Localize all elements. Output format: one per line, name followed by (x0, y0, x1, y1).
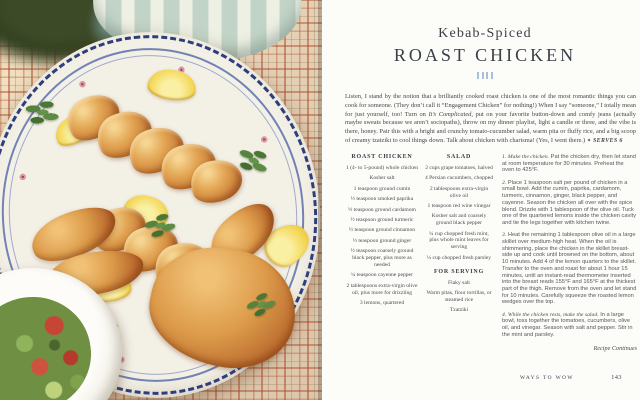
ingredient-item: ½ teaspoon ground cardamom (348, 206, 416, 213)
intro-text: , put on your favorite button-down and comfy jeans (actually maybe sweats because we aren’t sociopaths), throw on my dinner playlist, light a candle or three, and the vibe is there, honey. Pair this with a bright and crunchy tomato-cucumber salad, warm pita or fluffy rice, and a big scoop of creamy tzatziki to cool things down. Talk about chicken with charisma! (Yes, I went there.) (345, 110, 637, 145)
ingredients-chicken-header: ROAST CHICKEN (351, 154, 413, 160)
ingredient-item: ¼ cup chopped fresh mint, plus whole mint leaves for serving (429, 230, 489, 251)
step-text: Heat the remaining 1 tablespoon olive oil in a large skillet over medium-high heat. When the oil is shimmering, place the chicken in the skillet breast-side up and cook until browned on the bottom, about 10 minutes. Add 4 of the lemon quarters to the skillet. Transfer to the oven and roast for about 1 hour 15 minutes, until an instant-read thermometer inserted into the breast reads 155°F and 165°F at the thickest part of the thigh. Remove from the oven and let stand for 10 minutes. Carefully squeeze the roasted lemon wedges over the top. (502, 232, 637, 306)
intro-text: Listen, I stand by the notion that a brilliantly cooked roast chicken is one of the most romantic things you can cook for someone. (They don’t call it “Engagement Chicken” for nothing!) When I say “someone,” I totally mean for just yourself, too! Turn on (345, 93, 636, 118)
ingredient-item: 2 cups grape tomatoes, halved (425, 165, 493, 171)
ingredients-salad-column (424, 154, 494, 318)
serves-diamond-icon: ✦ (586, 138, 592, 145)
for-serving-header: FOR SERVING (433, 268, 485, 275)
page-footer (520, 374, 622, 381)
chapter-name: WAYS TO WOW (520, 375, 574, 381)
ingredient-item: 2 tablespoons extra-virgin olive oil, plus more for drizzling (346, 282, 418, 296)
page-number: 143 (611, 374, 622, 381)
ingredient-item: Kosher salt and coarsely ground black pepper (431, 213, 487, 227)
step-lead: While the chicken rests, make the salad. (507, 311, 599, 318)
ingredient-item: Kosher salt (369, 175, 395, 182)
recipe-page (322, 0, 640, 400)
recipe-columns (345, 154, 637, 352)
instruction-step (502, 312, 637, 339)
recipe-title (340, 26, 630, 66)
tomato-cucumber-salad (0, 290, 99, 400)
step-text: Place 1 teaspoon salt per pound of chicken in a small bowl. Add the cumin, paprika, cardamom, turmeric, cinnamon, ginger, black pepper, and cayenne. Season the chicken all over with the spice blend. Drizzle with 1 tablespoon of the olive oil. Tuck one of the quartered lemons inside the chicken cavity and tie the legs together with kitchen twine. (502, 179, 637, 226)
step-text: In a large bowl, toss together the tomatoes, cucumbers, olive oil, and vinegar. Season with salt and pepper. Stir in the mint and parsley. (502, 311, 633, 338)
ingredient-item: ¼ cup chopped fresh parsley (426, 254, 492, 261)
instruction-step (502, 154, 637, 174)
recipe-title-line2: ROAST CHICKEN (393, 45, 577, 65)
ingredient-item: Flaky salt (448, 279, 470, 286)
instruction-step (502, 232, 637, 306)
step-lead: Make the chicken. (507, 154, 550, 160)
mint-sprig (22, 98, 62, 128)
ingredient-item: ½ teaspoon coarsely ground black pepper, plus more as needed (350, 248, 414, 268)
ingredient-item: 2 tablespoons extra-virgin olive oil (429, 185, 489, 199)
recipe-title-line1: Kebab-Spiced (438, 26, 532, 41)
ingredients-chicken-column (345, 154, 419, 310)
title-ornament-bars-icon (340, 72, 630, 79)
intro-italic-text: It’s Complicated (428, 110, 472, 118)
ingredient-item: 1 (4- to 5-pound) whole chicken (345, 165, 419, 171)
ingredient-item: ¼ teaspoon cayenne pepper (351, 272, 413, 279)
ingredient-item: 1 teaspoon red wine vinegar (427, 203, 491, 210)
ingredient-item: ½ teaspoon smoked paprika (350, 196, 414, 203)
step-number: 2. (502, 179, 507, 186)
ingredient-item: 3 lemons, quartered (359, 299, 405, 306)
ingredient-item: ½ teaspoon ground cinnamon (348, 227, 416, 234)
instruction-step (502, 180, 637, 227)
ingredient-item: Tzatziki (449, 307, 469, 314)
ingredient-item: ½ teaspoon ground ginger (352, 237, 412, 244)
recipe-intro (345, 93, 636, 146)
ingredient-item: ½ teaspoon ground turmeric (350, 217, 414, 224)
instructions-column (502, 154, 637, 352)
ingredients-salad-header: SALAD (446, 154, 472, 160)
recipe-continues-label: Recipe Continues (593, 345, 637, 353)
ingredient-item: 4 Persian cucumbers, chopped (424, 175, 494, 182)
step-number: 4. (502, 311, 507, 318)
step-text: Pat the chicken dry, then let stand at room temperature for 30 minutes. Preheat the oven to 425°F. (502, 154, 636, 174)
serves-label: SERVES 6 (592, 138, 623, 145)
step-number: 1. (502, 154, 507, 160)
ingredient-item: Warm pitas, flour tortillas, or steamed rice (426, 289, 492, 303)
ingredient-item: 1 teaspoon ground cumin (353, 185, 411, 192)
step-number: 3. (502, 232, 507, 239)
